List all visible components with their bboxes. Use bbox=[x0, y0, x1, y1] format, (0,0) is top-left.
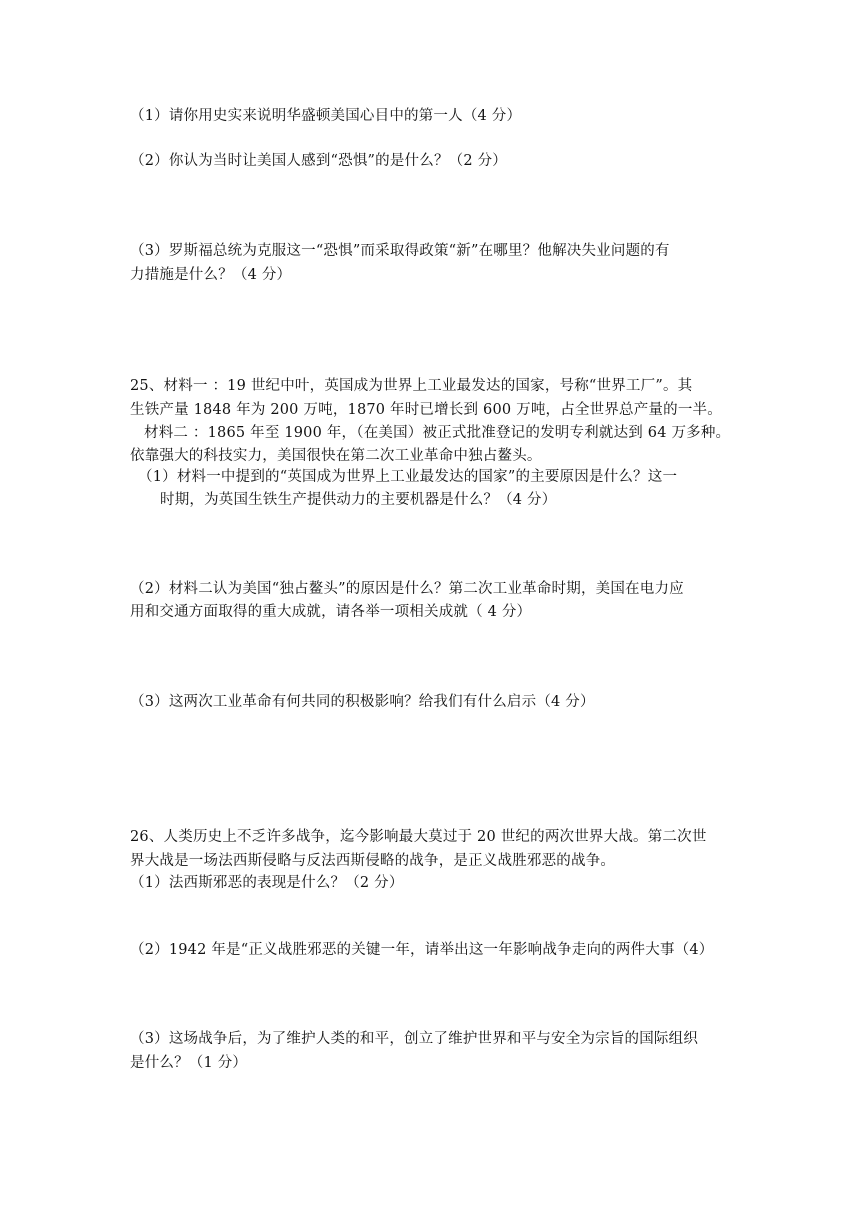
q25-material2-line2: 依靠强大的科技实力，美国很快在第二次工业革命中独占鳌头。 bbox=[130, 448, 542, 464]
q25-material1-line2: 生铁产量 1848 年为 200 万吨，1870 年时已增长到 600 万吨，占全世界总产量的一半。 bbox=[130, 402, 722, 418]
q24-sub1: （1）请你用史实来说明华盛顿美国心目中的第一人（4 分） bbox=[130, 108, 522, 124]
q26-sub3-line1: （3）这场战争后，为了维护人类的和平，创立了维护世界和平与安全为宗旨的国际组织 bbox=[130, 1031, 699, 1047]
q25-sub1-line2: 时期，为英国生铁生产提供动力的主要机器是什么？（4 分） bbox=[160, 492, 557, 508]
q25-material1-line1: 25、材料一 ：19 世纪中叶，英国成为世界上工业最发达的国家，号称“世界工厂”。其 bbox=[130, 378, 693, 394]
q25-sub2-line1: （2）材料二认为美国“独占鳌头”的原因是什么？第二次工业革命时期，美国在电力应 bbox=[130, 581, 684, 597]
q25-sub2-line2: 用和交通方面取得的重大成就，请各举一项相关成就（ 4 分） bbox=[130, 604, 532, 620]
q26-sub3-line2: 是什么？（1 分） bbox=[130, 1055, 248, 1071]
q26-intro-line2: 界大战是一场法西斯侵略与反法西斯侵略的战争，是正义战胜邪恶的战争。 bbox=[130, 853, 616, 869]
q26-sub2: （2）1942 年是“正义战胜邪恶的关键一年，请举出这一年影响战争走向的两件大事（4） bbox=[130, 942, 714, 958]
q25-sub1-line1: （1）材料一中提到的“英国成为世界上工业最发达的国家”的主要原因是什么？这一 bbox=[138, 469, 678, 485]
q25-sub3: （3）这两次工业革命有何共同的积极影响？给我们有什么启示（4 分） bbox=[130, 694, 595, 710]
q24-sub3-line1: （3）罗斯福总统为克服这一“恐惧”而采取得政策“新”在哪里？他解决失业问题的有 bbox=[130, 243, 670, 259]
q26-intro-line1: 26、人类历史上不乏许多战争，迄今影响最大莫过于 20 世纪的两次世界大战。第二次世 bbox=[130, 829, 707, 845]
q25-material2-line1: 材料二 ：1865 年至 1900 年，（在美国）被正式批准登记的发明专利就达到 64 万多种。 bbox=[144, 425, 731, 441]
q24-sub3-line2: 力措施是什么？（4 分） bbox=[130, 267, 292, 283]
q24-sub2: （2）你认为当时让美国人感到“恐惧”的是什么？（2 分） bbox=[130, 153, 507, 169]
q26-sub1: （1）法西斯邪恶的表现是什么？（2 分） bbox=[130, 875, 404, 891]
